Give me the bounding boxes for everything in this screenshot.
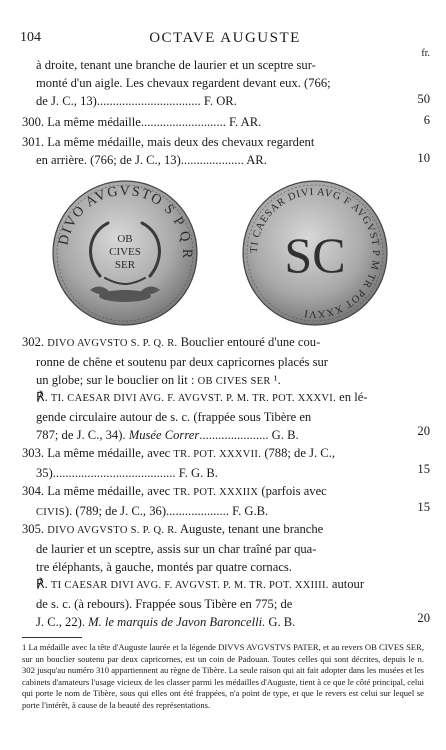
entry-line: de s. c. (à rebours). Frappée sous Tibère en 775; de xyxy=(36,597,293,611)
entry-line: ronne de chêne et soutenu par deux capricornes placés sur xyxy=(36,355,328,369)
entry-line: 35)....................................... F. G. B. xyxy=(36,466,218,480)
coin-reverse xyxy=(243,181,387,325)
footnote: 1 La médaille avec la tête d'Auguste laurée et la légende DIVVS AVGVSTVS PATER, et au revers OB CIVES SER, sur un bouclier soutenu par deux capricornes, est un coin de Padouan. Toutes celles qui sont décrites, depuis le n. 302 jusqu'au numéro 310 appartiennent au règne de Tibère. La seule raison qui ait fait adopter dans les musées et les cabinets d'amateurs l'usage vicieux de les classer parmi les médailles d'Auguste, tient à ce que le côté principal, celui qui porte le nom de Tibère, sous qui elles ont été frappées, n'a point de type, et que le revers est celui sur lequel se porte l'intérêt, à cause de la beauté des représentations. xyxy=(22,642,424,710)
value-299: 50 xyxy=(417,92,430,106)
value-302: 20 xyxy=(417,424,430,438)
entry-line: ℟. TI CAESAR DIVI AVG. F. AVGVST. P. M. TR. POT. XXIIII. autour xyxy=(36,577,365,591)
entry-line: 301. La même médaille, mais deux des chevaux regardent xyxy=(22,135,315,149)
value-305: 20 xyxy=(417,611,430,625)
value-304: 15 xyxy=(417,500,430,514)
coin-obverse xyxy=(53,181,197,325)
obverse-center-line2: CIVES xyxy=(109,246,141,258)
entry-305-reverse xyxy=(22,575,402,631)
entry-line: 302. DIVO AVGVSTO S. P. Q. R. Bouclier entouré d'une cou- xyxy=(22,335,321,349)
entry-301 xyxy=(22,133,402,169)
entry-305 xyxy=(22,520,402,576)
entry-300 xyxy=(22,113,402,131)
entry-line: à droite, tenant une branche de laurier et un sceptre sur- xyxy=(36,58,316,72)
reverse-sc: SC xyxy=(284,227,346,283)
entry-303 xyxy=(22,444,402,482)
entry-line: de laurier et un sceptre, assis sur un char traîné par qua- xyxy=(36,542,317,556)
running-title: OCTAVE AUGUSTE xyxy=(149,30,301,46)
reverse-legend: TI CAESAR DIVI AVG F AVGVST P M TR POT XXXVI xyxy=(248,186,382,320)
entry-line: gende circulaire autour de s. c. (frappée sous Tibère en xyxy=(36,410,312,424)
entry-line: 305. DIVO AVGVSTO S. P. Q. R. Auguste, tenant une branche xyxy=(22,522,324,536)
value-301: 10 xyxy=(417,151,430,165)
entry-line: monté d'un aigle. Les chevaux regardent devant eux. (766; xyxy=(36,76,331,90)
coin-illustration xyxy=(30,178,410,328)
entry-line: J. C., 22). M. le marquis de Javon Baroncelli. G. B. xyxy=(36,615,296,629)
entry-line: tre éléphants, à gauche, montés par quatre cornacs. xyxy=(36,560,292,574)
value-300: 6 xyxy=(423,113,430,127)
entry-line: 304. La même médaille, avec TR. POT. XXXIIX (parfois avec xyxy=(22,484,327,498)
entry-line: un globe; sur le bouclier on lit : OB CIVES SER ¹. xyxy=(36,373,281,387)
entry-line: 300. La même médaille........................... F. AR. xyxy=(22,115,262,129)
entry-299-continuation xyxy=(22,56,402,110)
page-number: 104 xyxy=(20,30,41,45)
entry-line: CIVIS). (789; de J. C., 36).................... F. G.B. xyxy=(36,504,269,518)
entry-line: 787; de J. C., 34). Musée Correr...................... G. B. xyxy=(36,428,299,442)
entry-304 xyxy=(22,482,402,522)
page-header xyxy=(20,30,430,59)
entry-line: ℟. TI. CAESAR DIVI AVG. F. AVGVST. P. M. TR. POT. XXXVI. en lé- xyxy=(36,390,368,404)
entry-line: de J. C., 13)................................. F. OR. xyxy=(36,94,237,108)
entry-302-reverse xyxy=(22,388,402,444)
value-303: 15 xyxy=(417,462,430,476)
obverse-legend: DIVO AVGVSTO S P Q R xyxy=(56,183,195,260)
entry-line: 303. La même médaille, avec TR. POT. XXXVII. (788; de J. C., xyxy=(22,446,335,460)
obverse-center-line3: SER xyxy=(114,259,136,271)
column-label: fr. xyxy=(421,48,430,59)
entry-302 xyxy=(22,333,402,391)
obverse-center-line1: OB xyxy=(117,233,133,245)
entry-line: en arrière. (766; de J. C., 13).................... AR. xyxy=(36,153,267,167)
footnote-divider xyxy=(22,637,82,638)
